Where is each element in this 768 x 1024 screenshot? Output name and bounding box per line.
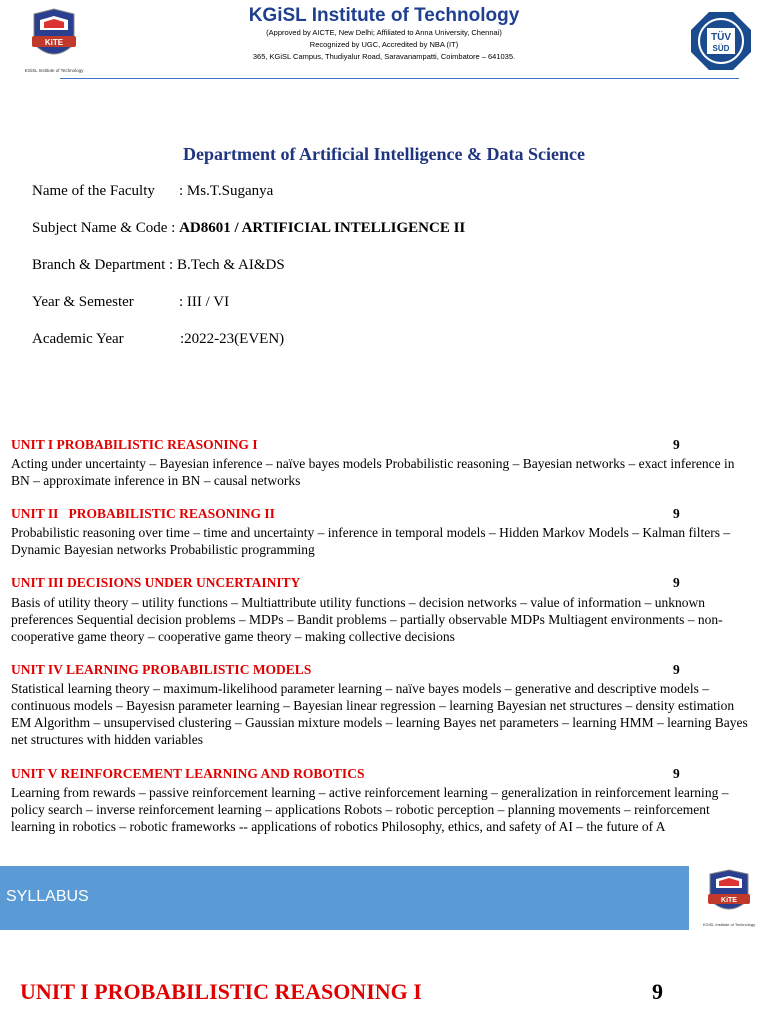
- info-label: Subject Name & Code: [32, 220, 168, 236]
- address-line: 365, KGiSL Campus, Thudiyalur Road, Saravanampatti, Coimbatore – 641035.: [252, 52, 516, 61]
- unit-3-title: UNIT III DECISIONS UNDER UNCERTAINITY: [11, 575, 301, 590]
- svg-text:SÜD: SÜD: [712, 44, 730, 53]
- info-label: Branch & Department: [32, 257, 166, 273]
- info-sep: :: [171, 220, 180, 236]
- institute-name: KGiSL Institute of Technology: [248, 5, 520, 26]
- info-value: B.Tech & AI&DS: [176, 257, 285, 273]
- info-sep: :: [180, 331, 185, 347]
- svg-text:KGiSL Institute of Technology: KGiSL Institute of Technology: [24, 68, 84, 73]
- info-value: III / VI: [186, 294, 230, 310]
- info-academic-year: [32, 331, 284, 348]
- next-unit-title: UNIT I PROBABILISTIC REASONING I: [20, 979, 422, 1004]
- approval-line: (Approved by AICTE, New Delhi; Affiliated to Anna University, Chennai): [266, 28, 502, 37]
- info-label: Year & Semester: [32, 294, 134, 310]
- unit-4-hours: 9: [673, 662, 680, 677]
- unit-5-hours: 9: [673, 766, 680, 781]
- unit-4-body: Statistical learning theory – maximum-likelihood parameter learning – naïve bayes models – generative and descriptive models – continuous models – Bayesisn parameter learning – Bayesian linear regression – learning Bayesian net structures – density estimation EM Algorithm – unsupervised clustering – Gaussian mixture models – learning Bayes net parameters – learning HMM – learning Bayes net structures with hidden variables: [11, 681, 748, 747]
- next-unit-hours: 9: [652, 979, 663, 1004]
- info-sep: :: [169, 257, 177, 273]
- info-value: 2022-23(EVEN): [184, 331, 285, 347]
- info-label: Academic Year: [32, 331, 124, 347]
- info-sep: :: [179, 183, 187, 199]
- syllabus-banner-label: SYLLABUS: [6, 888, 89, 905]
- unit-3-hours: 9: [673, 575, 680, 590]
- tuv-sud-logo: [689, 10, 753, 72]
- unit-3-body: Basis of utility theory – utility functions – Multiattribute utility functions – decision networks – value of information – unknown preferences Sequential decision problems – MDPs – Bandit problems – partially observable MDPs Multiagent environments – non-cooperative game theory – cooperative game theory – making collective decisions: [11, 595, 723, 644]
- info-faculty: [32, 183, 273, 200]
- kite-logo-small: [700, 868, 758, 930]
- unit-2-body: Probabilistic reasoning over time – time and uncertainty – inference in temporal models – Hidden Markov Models – Kalman filters – Dynamic Bayesian networks Probabilistic programming: [11, 525, 731, 557]
- unit-1-body: Acting under uncertainty – Bayesian inference – naïve bayes models Probabilistic reasoning – Bayesian networks – exact inference in BN – approximate inference in BN – causal networks: [11, 456, 735, 488]
- info-branch: [32, 257, 285, 274]
- svg-text:KiTE: KiTE: [44, 38, 64, 47]
- unit-4-title: UNIT IV LEARNING PROBABILISTIC MODELS: [11, 662, 312, 677]
- svg-text:KGiSL Institute of Technology: KGiSL Institute of Technology: [702, 922, 756, 927]
- unit-5-title: UNIT V REINFORCEMENT LEARNING AND ROBOTICS: [11, 766, 365, 781]
- info-subject: [32, 220, 465, 237]
- unit-1-title: UNIT I PROBABILISTIC REASONING I: [11, 437, 258, 452]
- unit-1-hours: 9: [673, 437, 680, 452]
- unit-2-hours: 9: [673, 506, 680, 521]
- syllabus-banner: [0, 866, 689, 930]
- info-value: AD8601 / ARTIFICIAL INTELLIGENCE II: [179, 220, 466, 236]
- info-sep: :: [179, 294, 187, 310]
- department-title: Department of Artificial Intelligence & Data Science: [183, 144, 585, 164]
- recognition-line: Recognized by UGC, Accredited by NBA (IT): [309, 40, 459, 49]
- unit-5-body: Learning from rewards – passive reinforcement learning – active reinforcement learning – generalization in reinforcement learning – policy search – inverse reinforcement learning – applications Robots – robotic perception – planning movements – reinforcement learning in robotics – robotic frameworks -- applications of robotics Philosophy, ethics, and safety of AI – the future of A: [11, 785, 729, 834]
- svg-text:TÜV: TÜV: [711, 32, 731, 43]
- unit-2-title: UNIT II PROBABILISTIC REASONING II: [11, 506, 275, 521]
- info-year: [32, 294, 229, 311]
- svg-text:KiTE: KiTE: [721, 897, 737, 904]
- header-rule: [60, 78, 739, 79]
- info-label: Name of the Faculty: [32, 183, 155, 199]
- info-value: Ms.T.Suganya: [186, 183, 274, 199]
